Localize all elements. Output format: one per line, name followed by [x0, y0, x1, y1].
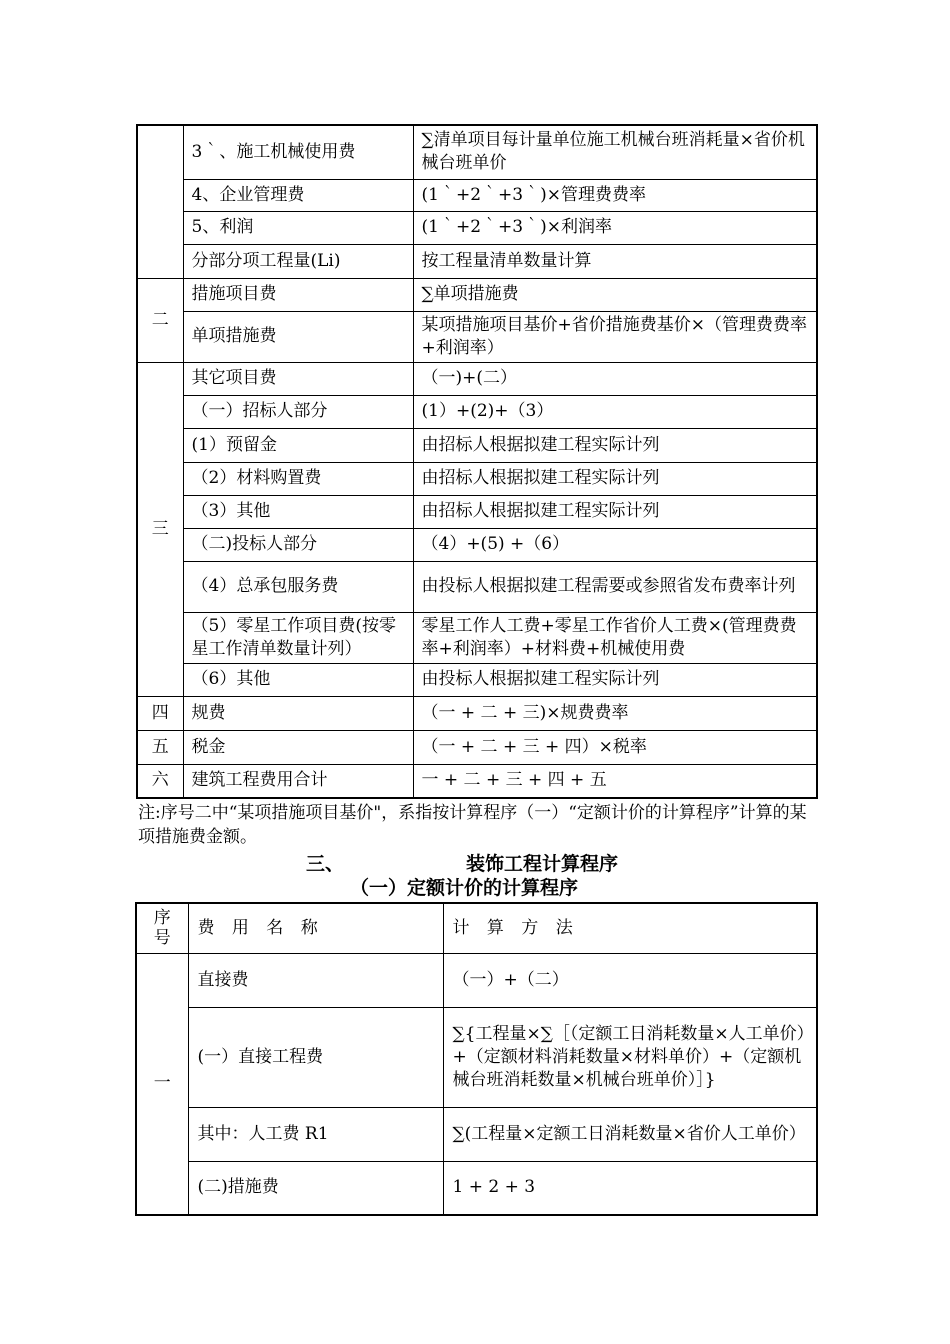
item-method: （一)+(二） [413, 362, 817, 395]
item-name: 5、利润 [183, 211, 413, 244]
item-method: （一）+（二） [443, 953, 817, 1007]
item-name: 规费 [183, 696, 413, 730]
header-method: 计 算 方 法 [443, 903, 817, 953]
section-number: 三、 [306, 853, 345, 875]
header-seq: 序号 [136, 903, 188, 953]
seq-cell-4: 四 [137, 696, 183, 730]
item-method: 由招标人根据拟建工程实际计列 [413, 428, 817, 462]
item-name: （4）总承包服务费 [183, 561, 413, 612]
item-method: 由投标人根据拟建工程需要或参照省发布费率计列 [413, 561, 817, 612]
item-name: 4、企业管理费 [183, 179, 413, 211]
item-name: （5）零星工作项目费(按零星工作清单数量计列） [183, 612, 413, 663]
item-method: 零星工作人工费+零星工作省价人工费×(管理费费率+利润率）+材料费+机械使用费 [413, 612, 817, 663]
item-method: 由招标人根据拟建工程实际计列 [413, 495, 817, 528]
seq-cell-1-continued [137, 125, 183, 278]
item-method: 1 + 2 + 3 [443, 1161, 817, 1215]
item-name: （3）其他 [183, 495, 413, 528]
seq-cell-3: 三 [137, 362, 183, 696]
item-name: (1）预留金 [183, 428, 413, 462]
table-note: 注:序号二中“某项措施项目基价"，系指按计算程序（一）“定额计价的计算程序”计算的某项措施费金额。 [138, 803, 807, 847]
seq-cell-1: 一 [136, 953, 188, 1215]
item-name: 税金 [183, 730, 413, 764]
item-method: 某项措施项目基价+省价措施费基价×（管理费费率+利润率） [413, 311, 817, 362]
item-name: 其中：人工费 R1 [188, 1107, 443, 1161]
item-method: （一 + 二 + 三)×规费费率 [413, 696, 817, 730]
item-name: 3｀、施工机械使用费 [183, 125, 413, 179]
item-method: （一 + 二 + 三 + 四）×税率 [413, 730, 817, 764]
item-name: (二)措施费 [188, 1161, 443, 1215]
item-name: 分部分项工程量(Li) [183, 244, 413, 278]
seq-cell-5: 五 [137, 730, 183, 764]
item-method: ∑清单项目每计量单位施工机械台班消耗量×省价机械台班单价 [413, 125, 817, 179]
item-method: (1｀+2｀+3｀)×利润率 [413, 211, 817, 244]
header-name: 费 用 名 称 [188, 903, 443, 953]
item-method: 由招标人根据拟建工程实际计列 [413, 462, 817, 495]
item-name: （6）其他 [183, 663, 413, 696]
item-name: 单项措施费 [183, 311, 413, 362]
section-subtitle: （一）定额计价的计算程序 [350, 877, 579, 899]
item-method: ∑单项措施费 [413, 278, 817, 311]
item-method: 由投标人根据拟建工程实际计列 [413, 663, 817, 696]
item-method: ∑{工程量×∑［（定额工日消耗数量×人工单价）+（定额材料消耗数量×材料单价）+（定额机械台班消耗数量×机械台班单价）］} [443, 1007, 817, 1107]
item-name: 措施项目费 [183, 278, 413, 311]
item-method: （4）+(5) +（6） [413, 528, 817, 561]
item-name: 直接费 [188, 953, 443, 1007]
item-name: （二)投标人部分 [183, 528, 413, 561]
item-method: 按工程量清单数量计算 [413, 244, 817, 278]
item-name: 建筑工程费用合计 [183, 764, 413, 798]
item-method: (1）+(2)+（3） [413, 395, 817, 428]
item-method: 一 + 二 + 三 + 四 + 五 [413, 764, 817, 798]
section-title: 装饰工程计算程序 [466, 853, 619, 875]
seq-cell-2: 二 [137, 278, 183, 362]
cost-table-1 [136, 124, 818, 799]
item-method: ∑(工程量×定额工日消耗数量×省价人工单价） [443, 1107, 817, 1161]
item-name: （2）材料购置费 [183, 462, 413, 495]
item-name: (一）直接工程费 [188, 1007, 443, 1107]
item-name: （一）招标人部分 [183, 395, 413, 428]
item-name: 其它项目费 [183, 362, 413, 395]
seq-cell-6: 六 [137, 764, 183, 798]
cost-table-2 [135, 902, 818, 1216]
item-method: (1｀+2｀+3｀)×管理费费率 [413, 179, 817, 211]
